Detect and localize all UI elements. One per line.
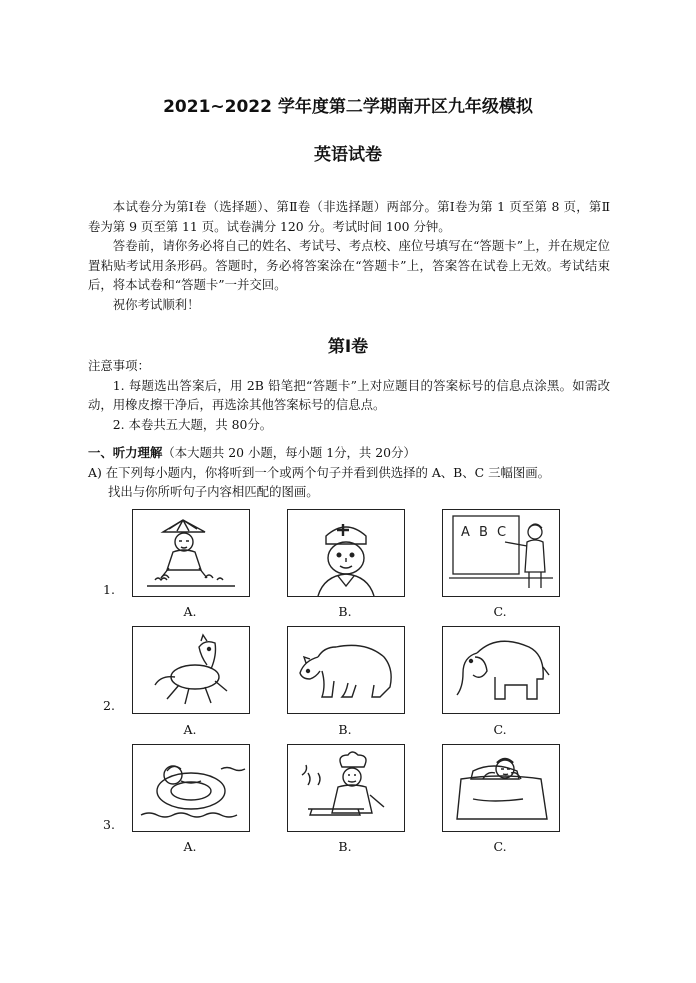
option-label: B. [338,604,352,619]
swimming-boy-icon [133,745,249,831]
part1-heading-line [88,443,610,463]
bear-icon [288,627,404,713]
doctor-icon [288,510,404,596]
svg-text:A: A [461,525,470,540]
option-label: C. [493,604,507,619]
picture-option[interactable] [287,509,405,597]
question-number: 2. [103,698,115,713]
svg-text:B: B [479,525,488,540]
elephant-icon [443,627,559,713]
intro-paragraph: 本试卷分为第Ⅰ卷（选择题）、第Ⅱ卷（非选择题）两部分。第Ⅰ卷为第 1 页至第 8 页，第Ⅱ卷为第 9 页至第 11 页。试卷满分 120 分。考试时间 100 分钟。 [88,199,611,234]
question-number: 1. [103,582,115,597]
intro-paragraph: 祝你考试顺利！ [112,296,200,312]
svg-text:C: C [497,525,507,540]
teacher-at-blackboard-icon [443,510,559,596]
option-label: A. [183,722,197,737]
notes-item: 2. 本卷共五大题，共 80分。 [112,416,273,432]
option-label: A. [183,839,197,854]
exam-subtitle: 英语试卷 [314,145,382,165]
picture-option[interactable] [442,509,560,597]
part1-heading-note: （本大题共 20 小题，每小题 1分，共 20分） [162,445,416,460]
picture-option[interactable] [132,626,250,714]
part1-heading: 一、听力理解 [88,445,163,460]
horse-icon [133,627,249,713]
picture-option[interactable] [287,744,405,832]
picture-option[interactable] [442,744,560,832]
option-label: B. [338,839,352,854]
section-title: 第Ⅰ卷 [327,337,369,357]
notes-block [88,356,610,434]
picture-option[interactable] [442,626,560,714]
cook-icon [288,745,404,831]
notes-heading: 注意事项： [88,358,150,373]
picture-option[interactable] [287,626,405,714]
farmer-planting-icon [133,510,249,596]
option-label: C. [493,839,507,854]
part1-instruction: 找出与你所听句子内容相匹配的图画。 [108,484,319,499]
notes-item: 1. 每题选出答案后，用 2B 铅笔把“答题卡”上对应题目的答案标号的信息点涂黑。如需改动，用橡皮擦干净后，再选涂其他答案标号的信息点。 [88,377,610,412]
picture-option[interactable] [132,509,250,597]
option-label: B. [338,722,352,737]
exam-title: 2021~2022 学年度第二学期南开区九年级模拟 [163,97,533,117]
question-number: 3. [103,817,115,832]
part1-instruction: A) 在下列每小题内，你将听到一个或两个句子并看到供选择的 A、B、C 三幅图画。 [88,464,551,480]
intro-paragraph: 答卷前，请你务必将自己的姓名、考试号、考点校、座位号填写在“答题卡”上，并在规定位置粘贴考试用条形码。答题时，务必将答案涂在“答题卡”上，答案答在试卷上无效。考试结束后，将本试卷和“答题卡”一并交回。 [88,238,610,292]
part1-block [88,443,610,502]
sleeping-boy-icon [443,745,559,831]
option-label: C. [493,722,507,737]
intro-paragraphs [88,197,610,314]
option-label: A. [183,604,197,619]
picture-option[interactable] [132,744,250,832]
